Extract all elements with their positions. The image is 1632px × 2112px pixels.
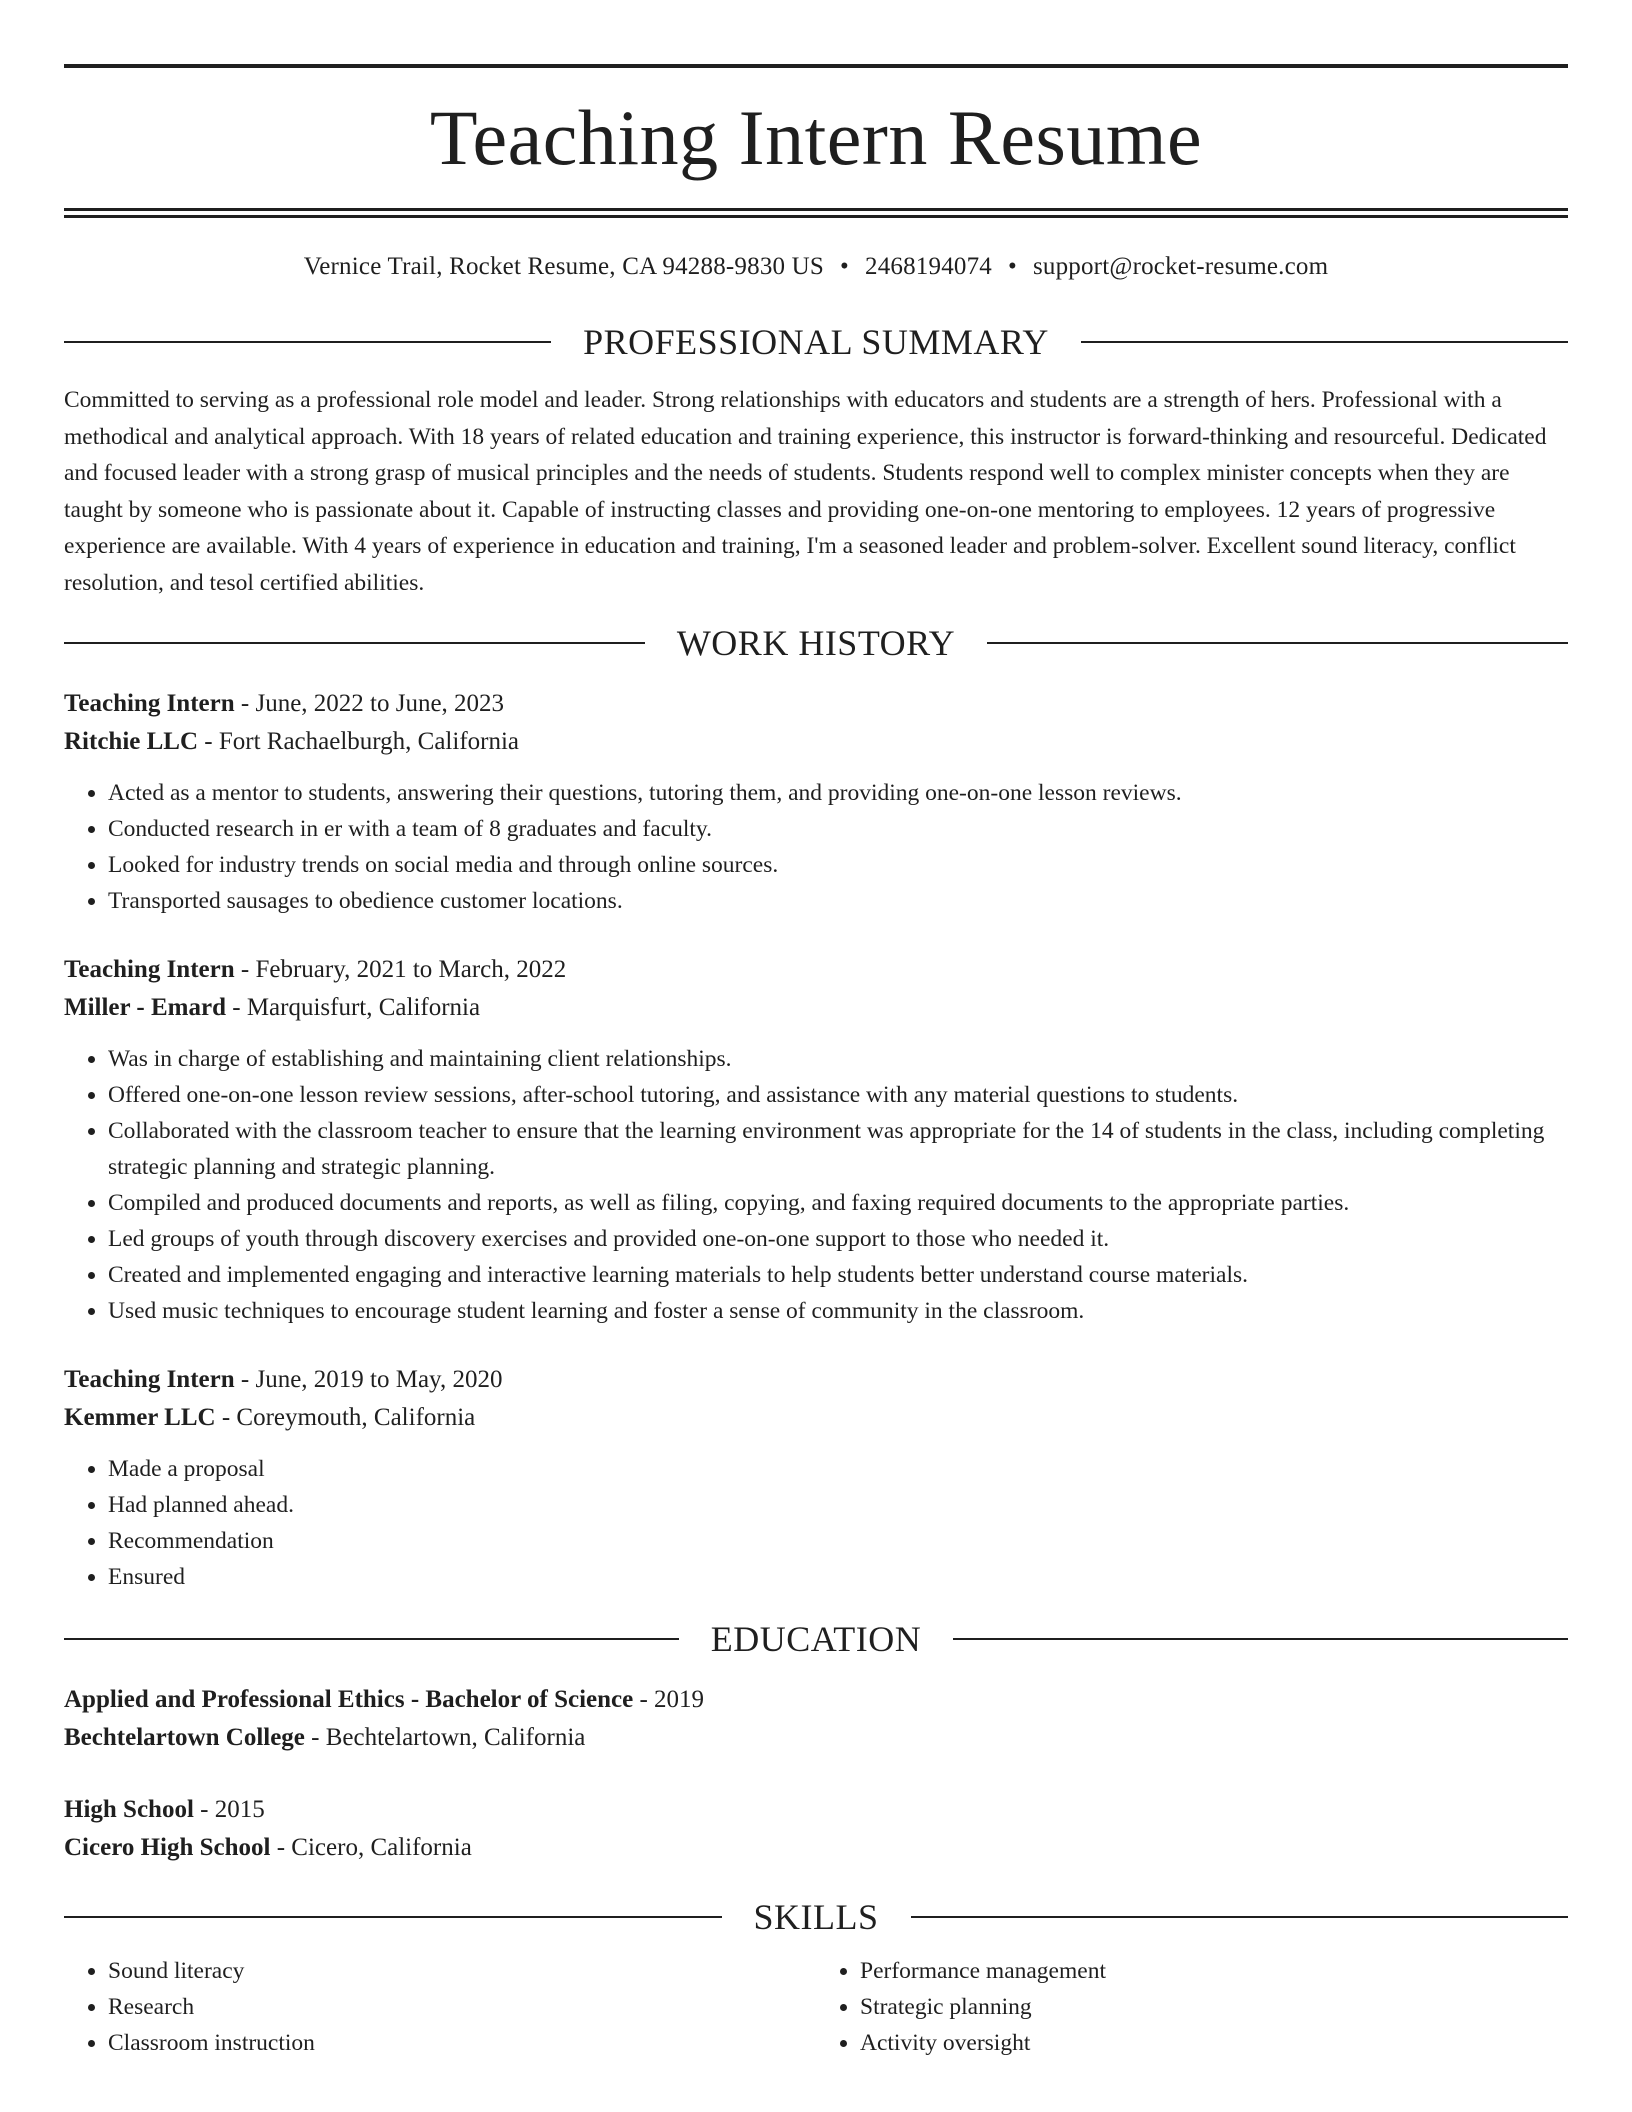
list-item: • Created and implemented engaging and interactive learning materials to help students better understand course materials. — [108, 1257, 1568, 1293]
section-title: PROFESSIONAL SUMMARY — [583, 322, 1049, 362]
section-title: SKILLS — [753, 1897, 879, 1937]
section-heading-work — [64, 619, 1568, 667]
school-line — [64, 1719, 1568, 1757]
contact-separator: • — [840, 253, 849, 280]
job-title-line — [64, 685, 1568, 723]
list-item: • Looked for industry trends on social media and through online sources. — [108, 847, 1568, 883]
heading-rule — [987, 642, 1568, 644]
education-entry — [64, 1791, 1568, 1867]
skill-item: • Classroom instruction — [108, 2025, 816, 2061]
section-heading-skills — [64, 1893, 1568, 1941]
job-title-line — [64, 951, 1568, 989]
skills-column-left — [64, 1953, 816, 2061]
list-item: • Acted as a mentor to students, answering their questions, tutoring them, and providing one-on-one lesson reviews. — [108, 775, 1568, 811]
job-company-line — [64, 1399, 1568, 1437]
section-heading-summary — [64, 318, 1568, 366]
skill-item: • Research — [108, 1989, 816, 2025]
job-company-line — [64, 723, 1568, 761]
degree-line — [64, 1681, 1568, 1719]
summary-text: Committed to serving as a professional role model and leader. Strong relationships with educators and students are a strength of hers. Professional with a methodical and analytical approach. With 18 years of related education and training experience, this instructor is forward-thinking and resourceful. Dedicated and focused leader with a strong grasp of musical principles and the needs of students. Students respond well to complex minister concepts when they are taught by someone who is passionate about it. Capable of instructing classes and providing one-on-one mentoring to employees. 12 years of progressive experience are available. With 4 years of experience in education and training, I'm a seasoned leader and problem-solver. Excellent sound literacy, conflict resolution, and tesol certified abilities. — [64, 387, 1547, 596]
job-title: Teaching Intern — [64, 1366, 235, 1393]
job-title-line — [64, 1361, 1568, 1399]
job-title: Teaching Intern — [64, 690, 235, 717]
heading-rule — [911, 1916, 1569, 1918]
heading-rule — [64, 1638, 679, 1640]
skills-column-right — [816, 1953, 1568, 2061]
job-entry — [64, 951, 1568, 1329]
job-bullets — [64, 775, 1568, 919]
degree: High School — [64, 1796, 194, 1823]
list-item: • Conducted research in er with a team of 8 graduates and faculty. — [108, 811, 1568, 847]
job-bullets — [64, 1451, 1568, 1595]
job-company-line — [64, 989, 1568, 1027]
job-location: - Fort Rachaelburgh, California — [198, 728, 520, 755]
resume-title: Teaching Intern Resume — [429, 94, 1203, 181]
school-location: - Bechtelartown, California — [304, 1724, 586, 1751]
job-entry — [64, 685, 1568, 919]
job-title: Teaching Intern — [64, 956, 235, 983]
job-location: - Marquisfurt, California — [226, 994, 481, 1021]
list-item: • Offered one-on-one lesson review sessions, after-school tutoring, and assistance with any material questions to students. — [108, 1077, 1568, 1113]
contact-email: support@rocket-resume.com — [1032, 253, 1329, 280]
job-dates: - June, 2019 to May, 2020 — [234, 1366, 503, 1393]
skill-item: • Activity oversight — [860, 2025, 1568, 2061]
contact-separator: • — [1008, 253, 1017, 280]
job-company: Ritchie LLC — [64, 728, 199, 755]
degree: Applied and Professional Ethics - Bachelor of Science — [64, 1686, 634, 1713]
list-item: • Was in charge of establishing and maintaining client relationships. — [108, 1041, 1568, 1077]
school-location: - Cicero, California — [270, 1834, 472, 1861]
contact-address: Vernice Trail, Rocket Resume, CA 94288-9830 US — [303, 253, 825, 280]
job-bullets — [64, 1041, 1568, 1329]
job-entry — [64, 1361, 1568, 1595]
school: Cicero High School — [64, 1834, 271, 1861]
list-item: • Recommendation — [108, 1523, 1568, 1559]
job-dates: - February, 2021 to March, 2022 — [234, 956, 567, 983]
list-item: • Led groups of youth through discovery exercises and provided one-on-one support to those who needed it. — [108, 1221, 1568, 1257]
section-title: EDUCATION — [710, 1619, 922, 1659]
list-item: • Ensured — [108, 1559, 1568, 1595]
skills-list — [64, 1953, 1568, 2061]
heading-rule — [64, 642, 645, 644]
job-company: Miller - Emard — [64, 994, 226, 1021]
job-company: Kemmer LLC — [64, 1404, 216, 1431]
list-item: • Compiled and produced documents and reports, as well as filing, copying, and faxing required documents to the appropriate parties. — [108, 1185, 1568, 1221]
graduation-year: - 2015 — [193, 1796, 265, 1823]
degree-line — [64, 1791, 1568, 1829]
education-entry — [64, 1681, 1568, 1757]
skill-item: • Performance management — [860, 1953, 1568, 1989]
skill-item: • Strategic planning — [860, 1989, 1568, 2025]
contact-phone: 2468194074 — [865, 253, 992, 280]
resume-page — [64, 64, 1568, 2061]
contact-line — [64, 252, 1568, 282]
job-dates: - June, 2022 to June, 2023 — [234, 690, 505, 717]
section-title: WORK HISTORY — [676, 623, 956, 663]
heading-rule — [953, 1638, 1568, 1640]
list-item: • Transported sausages to obedience customer locations. — [108, 883, 1568, 919]
graduation-year: - 2019 — [633, 1686, 705, 1713]
school-line — [64, 1829, 1568, 1867]
heading-rule — [64, 341, 551, 343]
skill-item: • Sound literacy — [108, 1953, 816, 1989]
school: Bechtelartown College — [64, 1724, 305, 1751]
list-item: • Had planned ahead. — [108, 1487, 1568, 1523]
list-item: • Used music techniques to encourage student learning and foster a sense of community in the classroom. — [108, 1293, 1568, 1329]
heading-rule — [1081, 341, 1568, 343]
list-item: • Collaborated with the classroom teacher to ensure that the learning environment was appropriate for the 14 of students in the class, including completing strategic planning and strategic planning. — [108, 1113, 1568, 1185]
title-double-rule — [64, 208, 1568, 218]
section-heading-education — [64, 1615, 1568, 1663]
job-location: - Coreymouth, California — [215, 1404, 476, 1431]
heading-rule — [64, 1916, 722, 1918]
list-item: • Made a proposal — [108, 1451, 1568, 1487]
